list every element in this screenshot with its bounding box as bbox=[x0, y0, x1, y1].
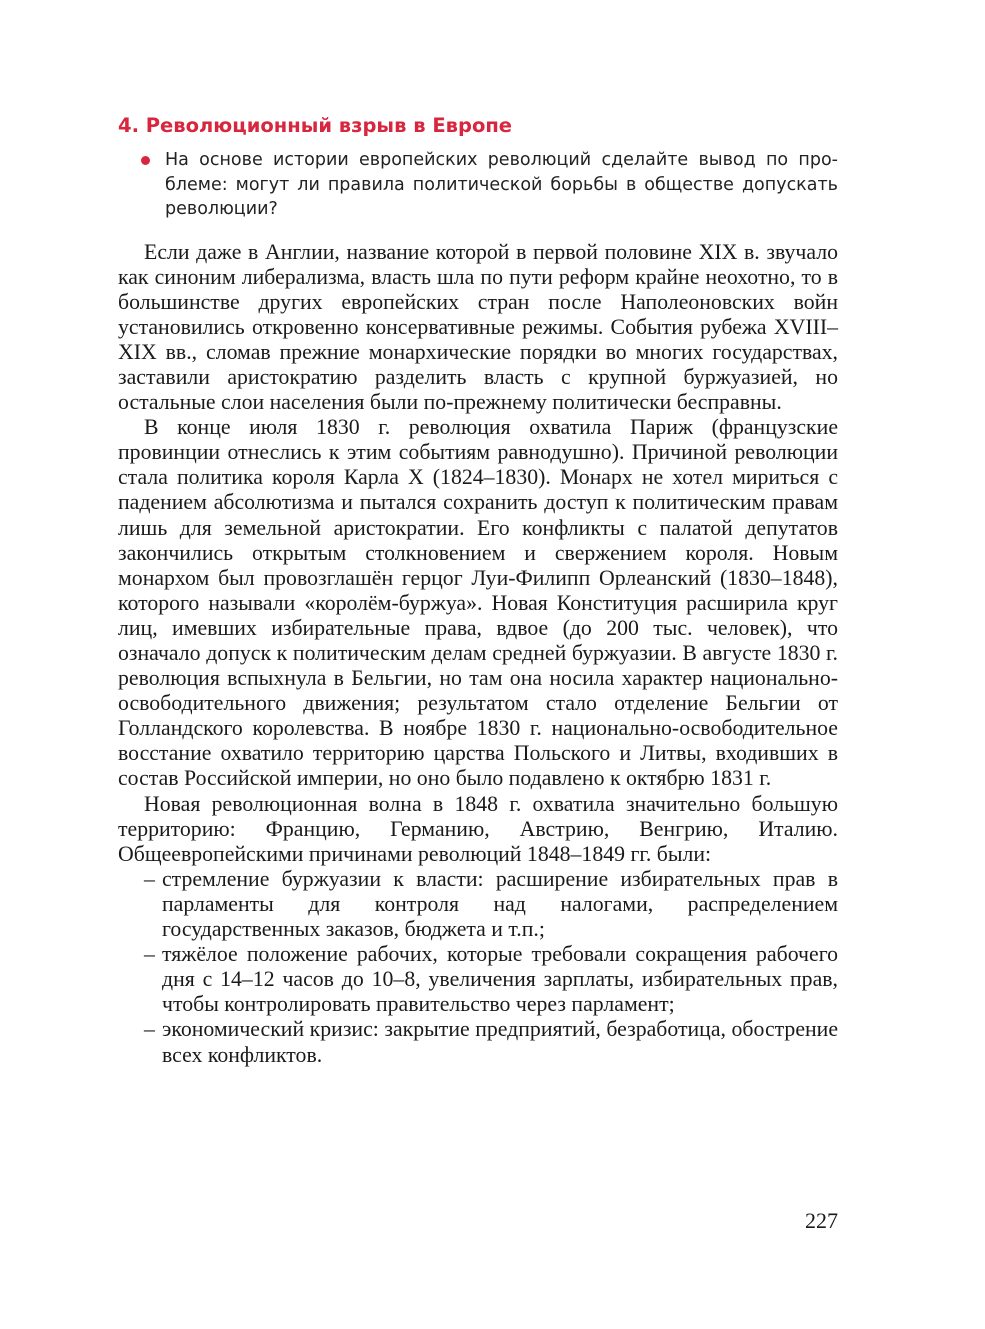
dash-marker: – bbox=[144, 1017, 155, 1042]
dash-marker: – bbox=[144, 866, 155, 891]
page-number: 227 bbox=[805, 1208, 838, 1233]
section-title: 4. Революционный взрыв в Европе bbox=[118, 114, 513, 137]
body-text bbox=[118, 240, 838, 1068]
paragraph: Новая революционная волна в 1848 г. охватила значительно большую территорию: Францию, Германию, Австрию, Венгрию, Италию. Общеевропейскими причинами революций 1848–1849 гг. были: bbox=[118, 791, 838, 866]
list-item-text: стремление буржуазии к власти: расширение избирательных прав в парламенты для контроля над налогами, распределением государственных заказов, бюджета и т.п.; bbox=[162, 866, 838, 942]
page-content bbox=[118, 112, 838, 1068]
bullet-icon bbox=[141, 156, 150, 165]
task-block bbox=[118, 148, 838, 222]
dash-marker: – bbox=[144, 942, 155, 967]
list-item bbox=[118, 942, 838, 1017]
list-item bbox=[118, 867, 838, 942]
list-item-text: тяжёлое положение рабочих, которые требовали сокращения рабочего дня с 14–12 часов до 10–8, увеличения зарплаты, избирательных прав, чтобы контролировать правительство через парламент; bbox=[162, 942, 838, 1017]
paragraph: Если даже в Англии, название которой в первой половине XIX в. звучало как синоним либерализма, власть шла по пути реформ крайне неохотно, то в большинстве других европейских стран после Наполеоновских войн установились откровенно консервативные режимы. События рубежа XVIII–XIX вв., сломав прежние монархические порядки во многих государствах, заставили аристократию разделить власть с крупной буржуазией, но остальные слои населения были по-прежнему политически бесправны. bbox=[118, 239, 838, 415]
list-item-text: экономический кризис: закрытие предприятий, безработица, обострение всех конфликтов. bbox=[162, 1017, 838, 1067]
list-item bbox=[118, 1017, 838, 1067]
task-text: На основе истории европейских революций сделайте вывод по проблеме: могут ли правила политической борьбы в обществе допускать революции? bbox=[165, 150, 838, 219]
causes-list bbox=[118, 867, 838, 1068]
paragraph: В конце июля 1830 г. революция охватила Париж (французские провинции отнеслись к этим событиям равнодушно). Причиной революции стала политика короля Карла X (1824–1830). Монарх не хотел мириться с падением абсолютизма и пытался сохранить доступ к политическим правам лишь для земельной аристократии. Его конфликты с палатой депутатов закончились открытым столкновением и свержением короля. Новым монархом был провозглашён герцог Луи-Филипп Орлеанский (1830–1848), которого называли «королём-буржуа». Новая Конституция расширила круг лиц, имевших избирательные права, вдвое (до 200 тыс. человек), что означало допуск к политическим делам средней буржуазии. В августе 1830 г. революция вспыхнула в Бельгии, но там она носила характер национально-освободительного движения; результатом стало отделение Бельгии от Голландского королевства. В ноябре 1830 г. национально-освободительное восстание охватило территорию царства Польского и Литвы, входивших в состав Российской империи, но оно было подавлено к октябрю 1831 г. bbox=[118, 415, 838, 791]
